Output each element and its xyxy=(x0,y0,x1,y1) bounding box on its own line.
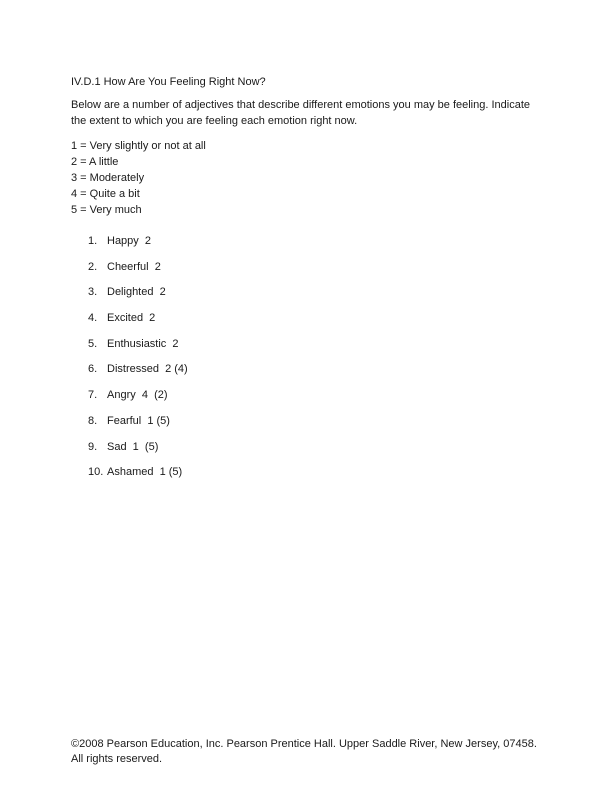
item-number: 5. xyxy=(88,337,98,350)
list-item xyxy=(88,464,188,490)
item-number: 10. xyxy=(88,466,104,479)
list-item xyxy=(88,259,188,285)
scale-line-4: 4 = Quite a bit xyxy=(71,188,140,200)
item-text: Enthusiastic 2 xyxy=(107,337,179,350)
item-text: Happy 2 xyxy=(107,235,152,247)
item-text: Ashamed 1 (5) xyxy=(107,466,183,479)
item-text: Sad 1 (5) xyxy=(107,440,159,453)
list-item xyxy=(88,387,188,413)
item-number: 6. xyxy=(88,363,98,376)
list-item xyxy=(88,413,188,439)
scale-line-5: 5 = Very much xyxy=(71,204,142,216)
copyright-footer: ©2008 Pearson Education, Inc. Pearson Prentice Hall. Upper Saddle River, New Jersey, 07458. All rights reserved. xyxy=(71,738,537,765)
item-text: Delighted 2 xyxy=(107,286,166,299)
emotion-list xyxy=(88,233,188,490)
item-text: Distressed 2 (4) xyxy=(107,363,188,376)
item-number: 3. xyxy=(88,286,98,299)
rating-scale xyxy=(71,138,206,218)
item-number: 9. xyxy=(88,440,98,453)
item-number: 2. xyxy=(88,260,98,273)
list-item xyxy=(88,336,188,362)
item-number: 8. xyxy=(88,414,98,427)
list-item xyxy=(88,284,188,310)
item-text: Fearful 1 (5) xyxy=(107,414,170,427)
item-text: Cheerful 2 xyxy=(107,260,161,273)
item-text: Excited 2 xyxy=(107,312,156,325)
scale-line-1: 1 = Very slightly or not at all xyxy=(71,140,206,152)
item-number: 1. xyxy=(88,235,98,247)
list-item xyxy=(88,439,188,465)
list-item xyxy=(88,233,188,259)
item-number: 4. xyxy=(88,312,98,325)
page-title: IV.D.1 How Are You Feeling Right Now? xyxy=(71,76,266,88)
list-item xyxy=(88,310,188,336)
list-item xyxy=(88,361,188,387)
item-text: Angry 4 (2) xyxy=(107,389,168,402)
scale-line-3: 3 = Moderately xyxy=(71,172,145,184)
item-number: 7. xyxy=(88,389,98,402)
instructions-paragraph: Below are a number of adjectives that describe different emotions you may be feeling. Indicate the extent to which you are feeling each emotion right now. xyxy=(71,99,531,127)
scale-line-2: 2 = A little xyxy=(71,156,119,168)
